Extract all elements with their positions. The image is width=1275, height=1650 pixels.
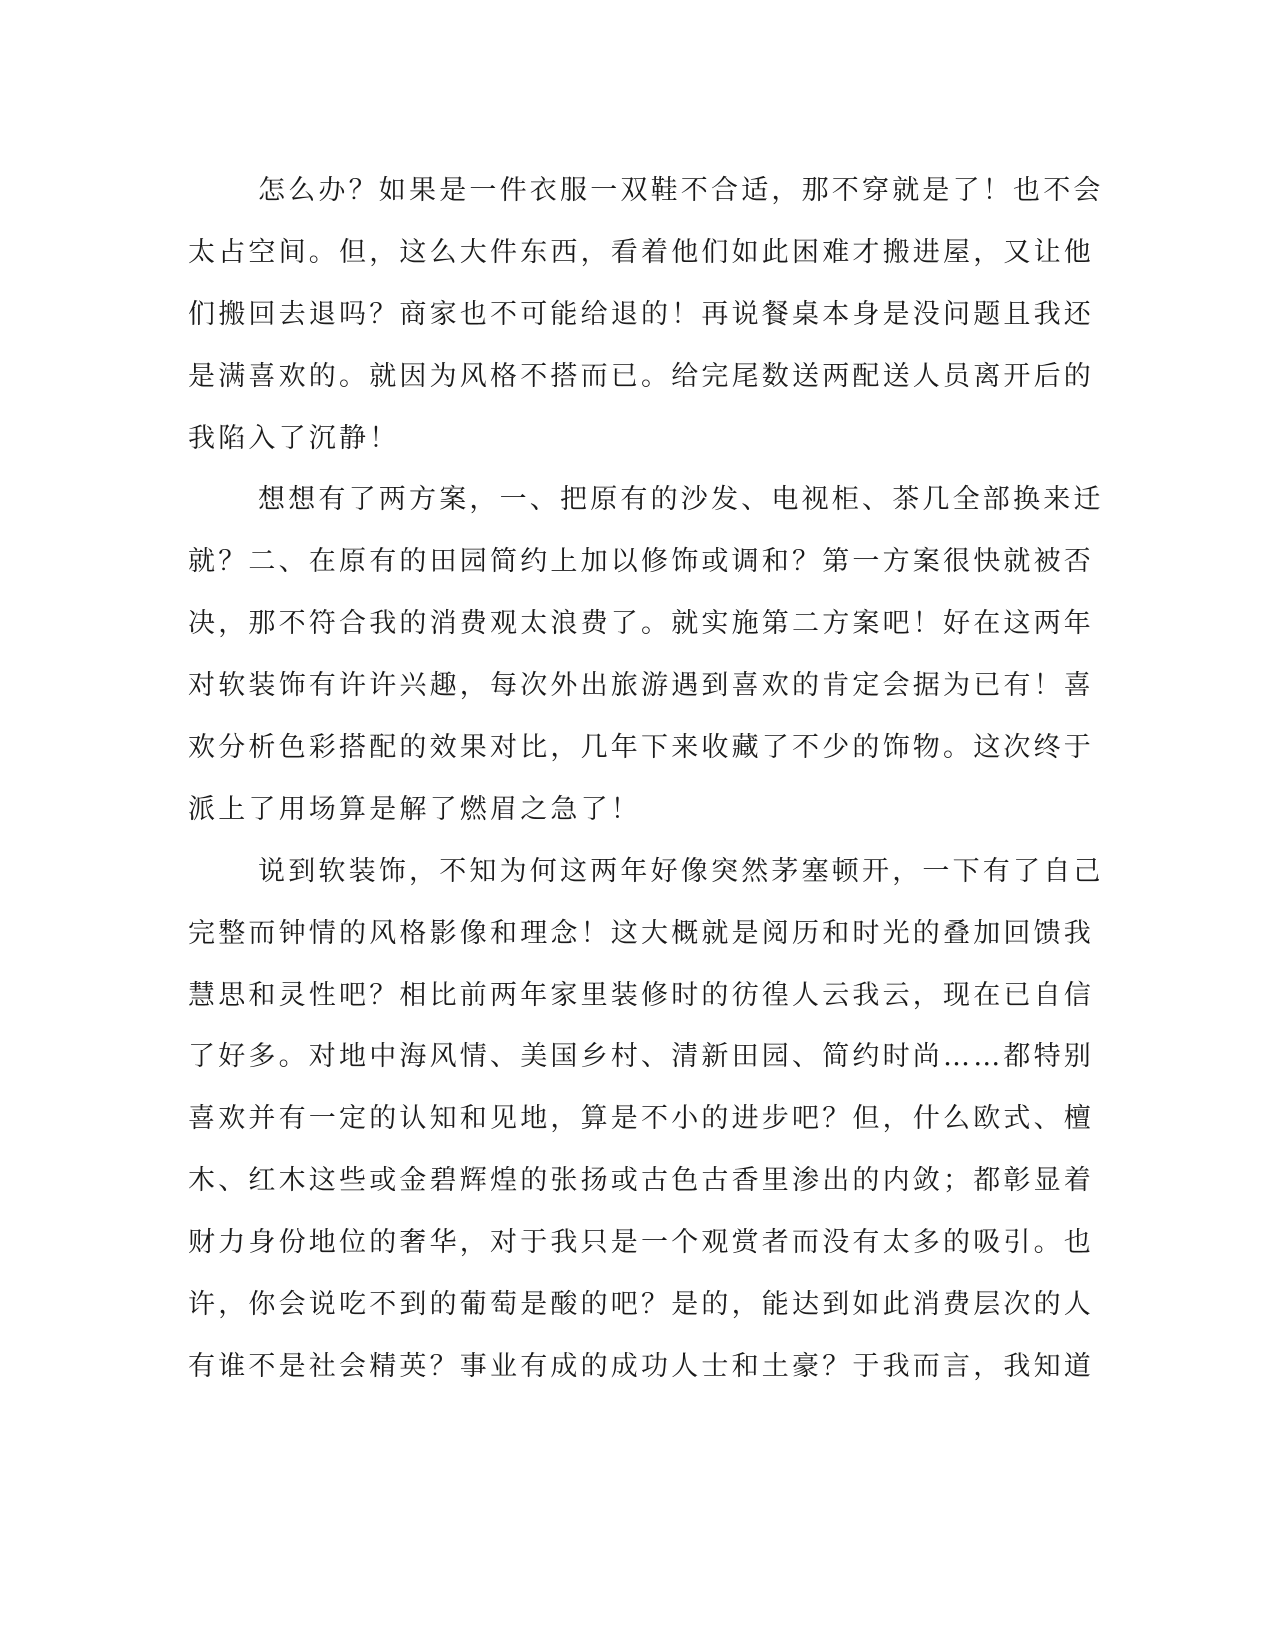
paragraph-2 xyxy=(188,469,1104,840)
text-line: 完整而钟情的风格影像和理念！这大概就是阅历和时光的叠加回馈我 xyxy=(188,917,1094,949)
paragraph-3 xyxy=(188,841,1104,1398)
paragraph-1 xyxy=(188,160,1104,469)
text-line: 木、红木这些或金碧辉煌的张扬或古色古香里渗出的内敛；都彰显着 xyxy=(188,1165,1094,1197)
text-line: 慧思和灵性吧？相比前两年家里装修时的彷徨人云我云，现在已自信 xyxy=(188,979,1094,1011)
text-line: 太占空间。但，这么大件东西，看着他们如此困难才搬进屋，又让他 xyxy=(188,236,1094,268)
text-line: 说到软装饰，不知为何这两年好像突然茅塞顿开，一下有了自己 xyxy=(258,855,1104,887)
text-line: 想想有了两方案，一、把原有的沙发、电视柜、茶几全部换来迁 xyxy=(258,484,1104,516)
text-line: 了好多。对地中海风情、美国乡村、清新田园、简约时尚……都特别 xyxy=(188,1041,1094,1073)
text-line: 许，你会说吃不到的葡萄是酸的吧？是的，能达到如此消费层次的人 xyxy=(188,1289,1094,1321)
text-line: 们搬回去退吗？商家也不可能给退的！再说餐桌本身是没问题且我还 xyxy=(188,298,1094,330)
text-line: 是满喜欢的。就因为风格不搭而已。给完尾数送两配送人员离开后的 xyxy=(188,360,1094,392)
text-line: 怎么办？如果是一件衣服一双鞋不合适，那不穿就是了！也不会 xyxy=(258,175,1104,206)
text-line: 决，那不符合我的消费观太浪费了。就实施第二方案吧！好在这两年 xyxy=(188,608,1094,640)
text-line: 对软装饰有许许兴趣，每次外出旅游遇到喜欢的肯定会据为已有！喜 xyxy=(188,670,1094,702)
text-line: 欢分析色彩搭配的效果对比，几年下来收藏了不少的饰物。这次终于 xyxy=(188,732,1094,764)
text-line: 有谁不是社会精英？事业有成的成功人士和土豪？于我而言，我知道 xyxy=(188,1350,1094,1382)
text-line: 喜欢并有一定的认知和见地，算是不小的进步吧？但，什么欧式、檀 xyxy=(188,1103,1094,1135)
text-line: 我陷入了沉静！ xyxy=(188,422,400,454)
text-line: 财力身份地位的奢华，对于我只是一个观赏者而没有太多的吸引。也 xyxy=(188,1227,1094,1259)
text-line: 就？二、在原有的田园简约上加以修饰或调和？第一方案很快就被否 xyxy=(188,546,1094,578)
document-body xyxy=(188,160,1104,1398)
text-line: 派上了用场算是解了燃眉之急了！ xyxy=(188,793,641,825)
